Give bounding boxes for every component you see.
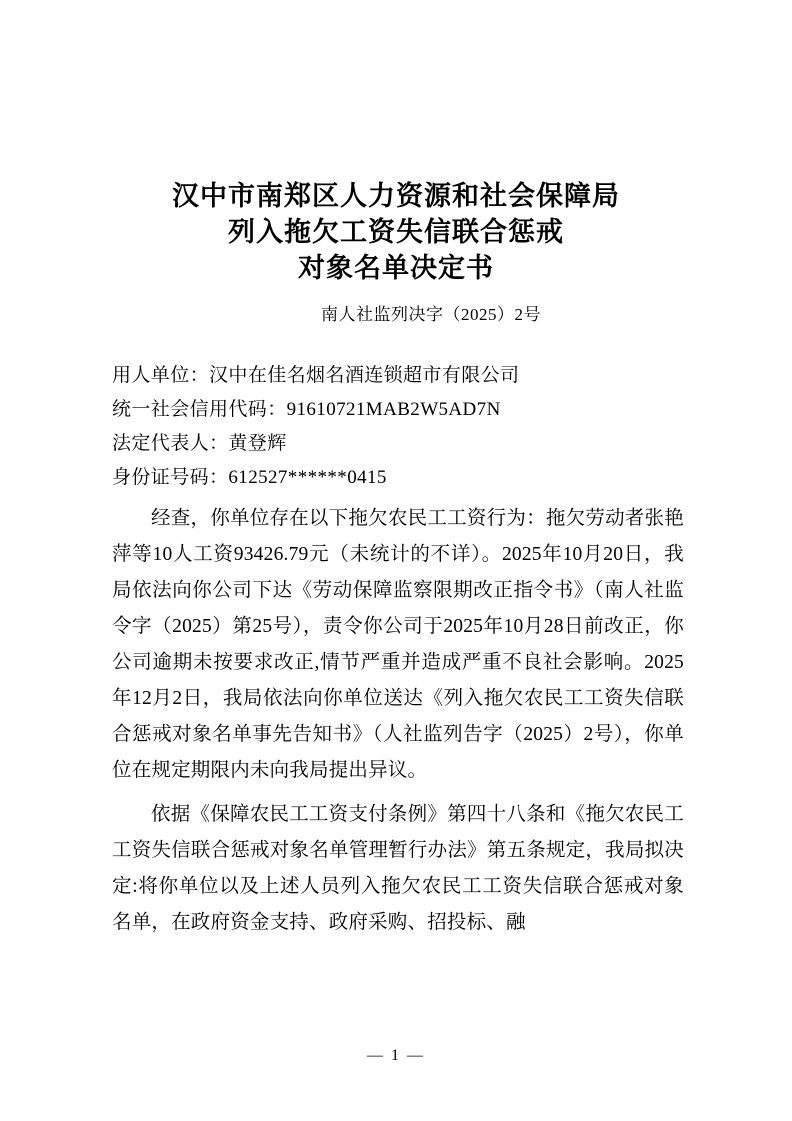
document-title [0, 178, 792, 286]
field-employer-value: 汉中在佳名烟名酒连锁超市有限公司 [209, 365, 520, 386]
title-line-1: 汉中市南郑区人力资源和社会保障局 [172, 181, 620, 211]
page-number: — 1 — [367, 1047, 425, 1064]
title-line-2: 列入拖欠工资失信联合惩戒 [228, 217, 564, 247]
field-id-number [112, 461, 684, 495]
field-id-number-value: 612527******0415 [228, 467, 387, 488]
document-body [0, 359, 792, 941]
field-credit-code [112, 393, 684, 427]
field-credit-code-value: 91610721MAB2W5AD7N [286, 399, 501, 420]
document-number: 南人社监列决字（2025）2号 [321, 305, 541, 324]
field-employer [112, 359, 684, 393]
field-id-number-label: 身份证号码： [112, 467, 229, 488]
paragraph-findings: 经查，你单位存在以下拖欠农民工工资行为：拖欠劳动者张艳萍等10人工资93426.79元（未统计的不详）。2025年10月20日，我局依法向你公司下达《劳动保障监察限期改正指令书》（南人社监令字（2025）第25号），责令你公司于2025年10月28日前改正，你公司逾期未按要求改正,情节严重并造成严重不良社会影响。2025年12月2日，我局依法向你单位送达《列入拖欠农民工工资失信联合惩戒对象名单事先告知书》（人社监列告字（2025）2号），你单位在规定期限内未向我局提出异议。 [112, 508, 684, 781]
field-legal-representative [112, 427, 684, 461]
title-line-3: 对象名单决定书 [298, 253, 494, 283]
paragraph-decision: 依据《保障农民工工资支付条例》第四十八条和《拖欠农民工工资失信联合惩戒对象名单管理暂行办法》第五条规定，我局拟决定:将你单位以及上述人员列入拖欠农民工工资失信联合惩戒对象名单，在政府资金支持、政府采购、招投标、融 [112, 804, 684, 933]
field-legal-representative-value: 黄登辉 [228, 433, 287, 454]
field-employer-label: 用人单位： [112, 365, 210, 386]
field-credit-code-label: 统一社会信用代码： [112, 399, 287, 420]
field-legal-representative-label: 法定代表人： [112, 433, 229, 454]
